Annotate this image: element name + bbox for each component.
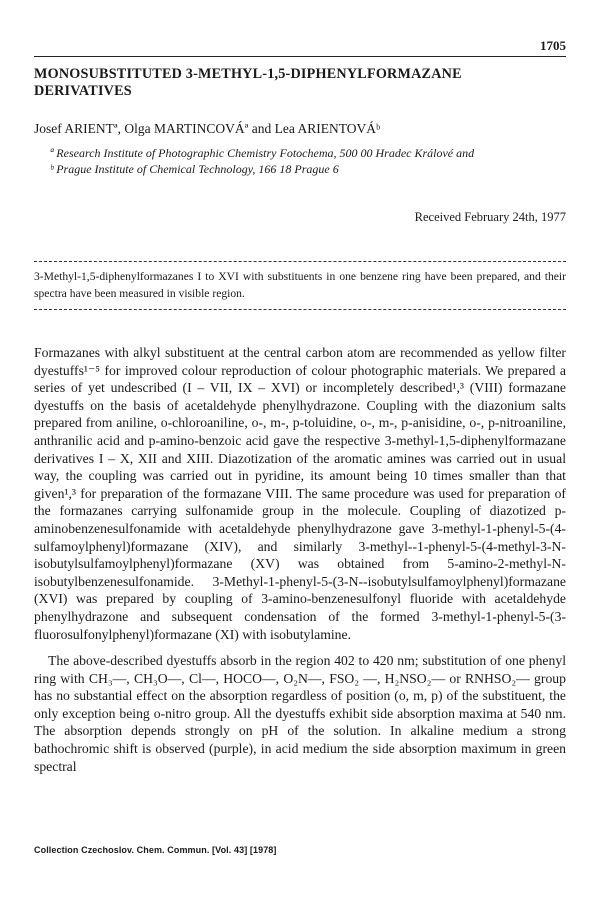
abstract-rule-bottom [34, 309, 566, 310]
body-paragraph-1: Formazanes with alkyl substituent at the central carbon atom are recommended as yellow filter dyestuffs¹⁻⁵ for improved colour reproduction of colour photographic materials. We prepared a series of yet undescribed (I – VII, IX – XVI) or incompletely described¹,³ (VIII) formazane dyestuffs on the basis of acetaldehyde phenylhydrazone. Coupling with the diazonium salts prepared from aniline, o-chloroaniline, o-, m-, p-toluidine, o-, m-, p-anisidine, o-, p-nitroaniline, anthranilic acid and p-amino-benzoic acid gave the respective 3-methyl-1,5-diphenylformazane derivatives I – X, XII and XIII. Diazotization of the aromatic amines was carried out in usual way, the coupling was carried out in pyridine, its amount being 10 times smaller than that given¹,³ for preparation of the formazane VIII. The same procedure was used for preparation of the formazanes carrying sulfonamide group in the molecule. Coupling of diazotized p-aminobenzenesulfonamide with acetaldehyde phenylhydrazone gave 3-methyl-1-phenyl-5-(4-sulfamoylphenyl)formazane (XIV), and similarly 3-methyl--1-phenyl-5-(4-methyl-3-N-isobutylsulfamoylphenyl)formazane (XV) was obtained from 5-amino-2-methyl-N-isobutylbenzenesulfonamide. 3-Methyl-1-phenyl-5-(3-N--isobutylsulfamoylphenyl)formazane (XVI) was prepared by coupling of 3-amino-benzenesulfonyl fluoride with acetaldehyde phenylhydrazone and subsequent condensation of the formed 3-methyl-1-phenyl-5-(3-fluorosulfonylphenyl)formazane (XI) with isobutylamine. [34, 345, 566, 642]
header-rule [34, 56, 566, 57]
author-list: Josef ARIENTª, Olga MARTINCOVÁª and Lea ARIENTOVÁᵇ [34, 121, 381, 136]
body-paragraph-2: The above-described dyestuffs absorb in the region 402 to 420 nm; substitution of one phenyl ring with CH₃—, CH₃O—, Cl—, HOCO—, O₂N—, FSO₂ —, H₂NSO₂— or RNHSO₂— group has no substantial effect on the absorption regardless of position (o, m, p) of the substituent, the only exception being o-nitro group. All the dyestuffs exhibit side absorption maxima at 540 nm. The absorption depends strongly on pH of the solution. In alkaline medium a strong bathochromic shift is observed (purple), in acid medium the side absorption maximum in green spectral [34, 653, 566, 774]
page-number: 1705 [540, 38, 566, 53]
affiliation-b: ᵇ Prague Institute of Chemical Technology, 166 18 Prague 6 [50, 162, 339, 176]
abstract: 3-Methyl-1,5-diphenylformazanes I to XVI with substituents in one benzene ring have been prepared, and their spectra have been measured in visible region. [34, 270, 566, 300]
body-text [34, 344, 566, 775]
abstract-rule-top [34, 261, 566, 262]
received-date: Received February 24th, 1977 [414, 210, 566, 224]
journal-footer: Collection Czechoslov. Chem. Commun. [Vol. 43] [1978] [34, 845, 277, 855]
article-title: MONOSUBSTITUTED 3-METHYL-1,5-DIPHENYLFORMAZANE DERIVATIVES [34, 66, 462, 99]
affiliation-a: ª Research Institute of Photographic Chemistry Fotochema, 500 00 Hradec Králové and [50, 146, 475, 160]
